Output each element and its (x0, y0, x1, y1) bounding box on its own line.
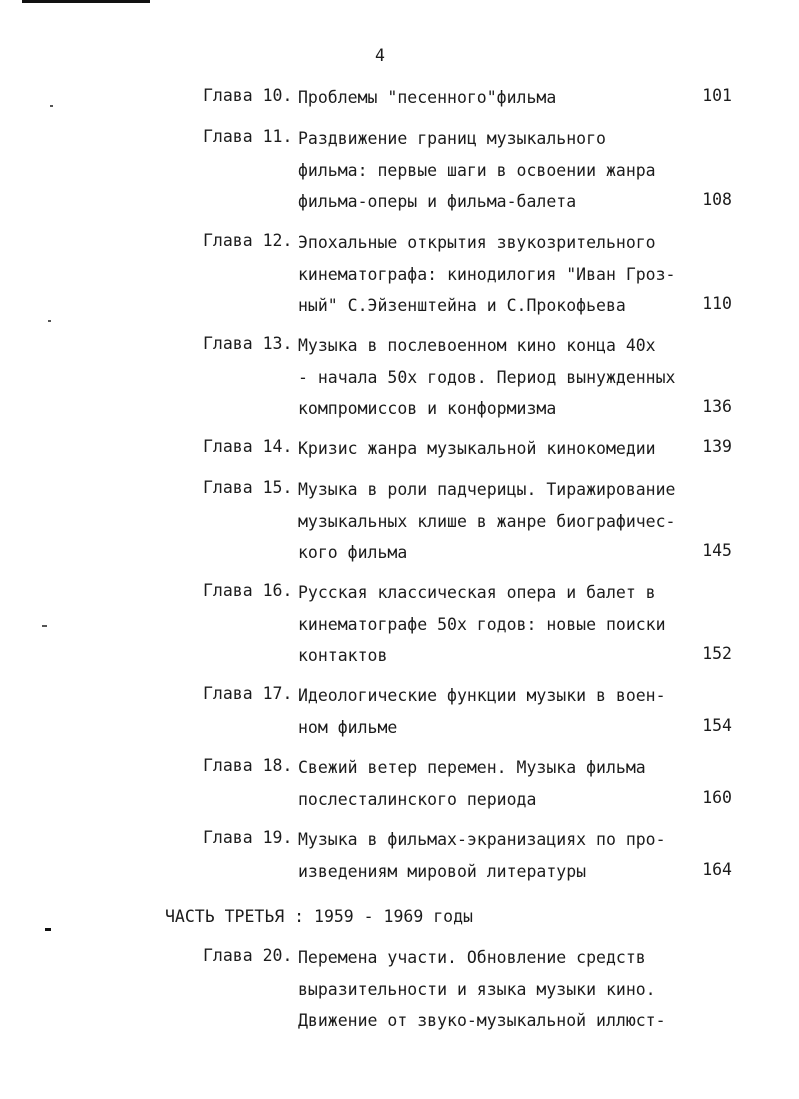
chapter-page-number: 136 (702, 397, 732, 416)
scan-edge-line (22, 0, 150, 3)
chapter-title-line: ном фильме (298, 717, 398, 737)
chapter-title-line: кого фильма (298, 543, 408, 562)
chapter-title (298, 946, 678, 1041)
chapter-page-number: 164 (702, 859, 732, 879)
scan-speck (50, 105, 53, 107)
chapter-page-number: 152 (702, 644, 732, 663)
chapter-title-line: компромиссов и конформизма (298, 399, 557, 418)
chapter-title-line: выразительности и языка музыки кино. (298, 979, 656, 999)
chapter-label: Глава 17. (203, 684, 293, 703)
chapter-title-line: Музыка в послевоенном кино конца 40х (298, 336, 656, 355)
page-number: 4 (375, 46, 385, 65)
chapter-title-line: изведениям мировой литературы (298, 861, 587, 881)
chapter-title (298, 828, 678, 891)
chapter-title-line: контактов (298, 646, 388, 665)
chapter-page-number: 101 (702, 86, 732, 105)
chapter-title (298, 581, 678, 676)
chapter-title (298, 437, 678, 469)
chapter-title-line: ный" С.Эйзенштейна и С.Прокофьева (298, 296, 626, 315)
chapter-title (298, 127, 678, 222)
chapter-title-line: Музыка в роли падчерицы. Тиражирование (298, 480, 676, 499)
chapter-title-line: Идеологические функции музыки в воен- (298, 686, 666, 705)
chapter-label: Глава 14. (203, 437, 293, 456)
chapter-title-line: фильма-оперы и фильма-балета (298, 192, 577, 211)
chapter-title (298, 231, 678, 326)
chapter-title-line: Кризис жанра музыкальной кинокомедии (298, 439, 656, 458)
scan-speck (42, 625, 47, 627)
chapter-page-number: 160 (702, 787, 732, 807)
chapter-title (298, 334, 678, 429)
chapter-label: Глава 13. (203, 334, 293, 353)
chapter-title-line: Раздвижение границ музыкального (298, 129, 606, 148)
chapter-title (298, 478, 678, 573)
chapter-label: Глава 11. (203, 127, 293, 146)
chapter-label: Глава 15. (203, 478, 293, 497)
chapter-title-line: фильма: первые шаги в освоении жанра (298, 160, 656, 180)
chapter-page-number: 154 (702, 715, 732, 735)
part-heading: ЧАСТЬ ТРЕТЬЯ : 1959 - 1969 годы (165, 907, 473, 926)
chapter-title-line: Русская классическая опера и балет в (298, 583, 656, 602)
chapter-label: Глава 10. (203, 86, 293, 105)
chapter-title (298, 684, 678, 747)
chapter-title-line: Движение от звуко-музыкальной иллюст- (298, 1011, 666, 1030)
chapter-page-number: 139 (702, 437, 732, 456)
chapter-title (298, 756, 678, 819)
chapter-title-line: Эпохальные открытия звукозрительного (298, 233, 656, 252)
chapter-title-line: - начала 50х годов. Период вынужденных (298, 367, 676, 387)
chapter-title (298, 86, 678, 118)
chapter-title-line: кинематографа: кинодилогия "Иван Гроз- (298, 264, 676, 284)
chapter-title-line: Перемена участи. Обновление средств (298, 948, 646, 967)
scan-speck (48, 320, 51, 322)
chapter-page-number: 145 (702, 541, 732, 560)
chapter-label: Глава 19. (203, 828, 293, 847)
scan-speck (45, 928, 51, 931)
chapter-title-line: Музыка в фильмах-экранизациях по про- (298, 830, 666, 849)
chapter-label: Глава 18. (203, 756, 293, 775)
chapter-title-line: Свежий ветер перемен. Музыка фильма (298, 758, 646, 777)
chapter-page-number: 108 (702, 190, 732, 209)
chapter-title-line: Проблемы "песенного"фильма (298, 88, 557, 107)
chapter-label: Глава 20. (203, 946, 293, 965)
chapter-page-number: 110 (702, 294, 732, 313)
chapter-title-line: кинематографе 50х годов: новые поиски (298, 614, 666, 634)
chapter-title-line: музыкальных клише в жанре биографичес- (298, 511, 676, 531)
chapter-label: Глава 16. (203, 581, 293, 600)
chapter-title-line: послесталинского периода (298, 789, 537, 809)
chapter-label: Глава 12. (203, 231, 293, 250)
